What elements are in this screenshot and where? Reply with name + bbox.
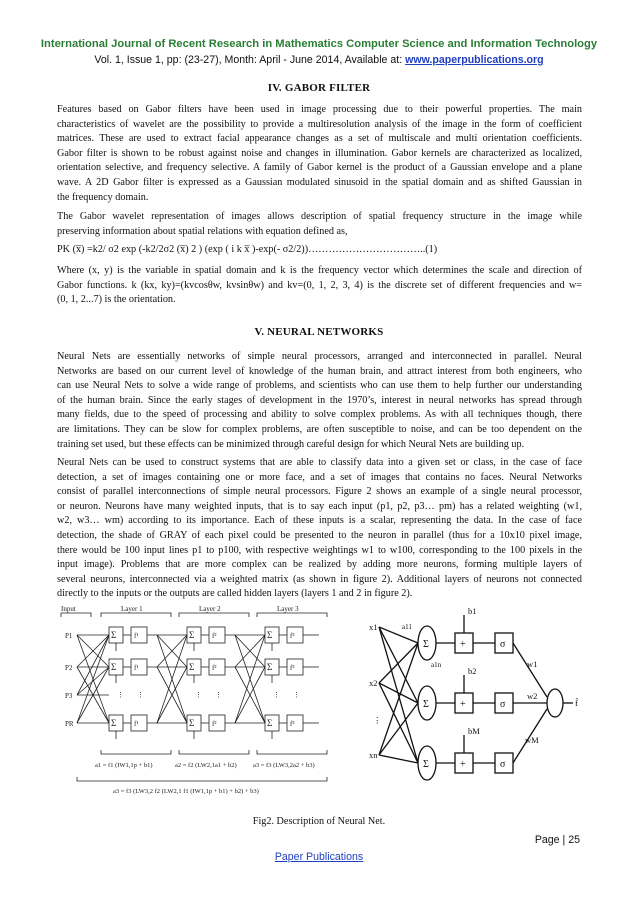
svg-text:⋮: ⋮ — [273, 691, 280, 699]
sum-symbol: Σ — [423, 699, 429, 710]
svg-text:f¹: f¹ — [134, 664, 139, 672]
label-layer-2: Layer 2 — [199, 605, 221, 613]
bias-b2: b2 — [468, 666, 477, 676]
journal-title: International Journal of Recent Research in Mathematics Computer Science and Information Technology — [40, 38, 598, 50]
svg-text:f³: f³ — [290, 632, 295, 640]
plus-symbol: + — [460, 759, 466, 770]
text-line: wave. A 2D Gabor filter is expressed as a Gaussian modulated sinusoid in the spatial domain and as shifted Gaussian in — [57, 176, 582, 188]
svg-text:⋮: ⋮ — [293, 691, 300, 699]
gabor-paragraph-2 — [57, 210, 582, 239]
right-diagram-labels — [369, 606, 579, 770]
plus-symbol: + — [460, 639, 466, 650]
weight-w1: w1 — [527, 659, 538, 669]
text-line: characteristics of wavelet are the possibility to provide a multiresolution analysis of the image in the form of coefficient — [57, 118, 582, 130]
svg-text:⋮: ⋮ — [117, 691, 124, 699]
svg-text:⋮: ⋮ — [215, 691, 222, 699]
svg-text:f²: f² — [212, 664, 217, 672]
gabor-paragraph-3 — [57, 264, 582, 308]
bias-b1: b1 — [468, 606, 477, 616]
equation-full-network: a3 = f3 (LW3,2 f2 (LW2,1 f1 (IW1,1p + b1) + b2) + b3) — [113, 788, 259, 795]
input-x1: x1 — [369, 622, 378, 632]
text-line: orientation selective, and frequency selective. A family of Gabor kernel is the product of a Gaussian envelope and a plane — [57, 162, 582, 174]
svg-text:f¹: f¹ — [134, 720, 139, 728]
text-line: Features based on Gabor filters have been used in image processing due to their powerful properties. The main — [57, 104, 582, 115]
sum-symbol: Σ — [423, 639, 429, 650]
neural-paragraph-2 — [57, 456, 582, 602]
sigma-symbol: σ — [500, 699, 506, 710]
text-line: detection, a set of images containing one or more face, and a set of images that contains no faces. Neural Networks — [57, 471, 582, 483]
text-line: Gabor filter is shown to be robust against noise and changes in illumination. Gabor kernels are characterized as localized, — [57, 147, 582, 159]
section-heading-gabor: IV. GABOR FILTER — [267, 82, 371, 94]
text-line: input image). Problems that are more complex can be realized by adding more neurons, forming multiple layers of — [57, 559, 582, 571]
weight-a11: a11 — [402, 623, 412, 631]
svg-text:f¹: f¹ — [134, 632, 139, 640]
plus-symbol: + — [460, 699, 466, 710]
figure-2-neural-net — [57, 605, 582, 810]
svg-text:Σ: Σ — [267, 630, 273, 640]
text-line: the frequency domain. — [57, 191, 149, 203]
input-x2: x2 — [369, 678, 378, 688]
svg-text:Σ: Σ — [111, 630, 117, 640]
text-line: training set used, but these effects can be minimized through careful design for which Neural Nets are building up. — [57, 438, 525, 450]
input-p3: P3 — [65, 692, 73, 700]
svg-text:Σ: Σ — [189, 662, 195, 672]
svg-text:f²: f² — [212, 632, 217, 640]
svg-text:Σ: Σ — [267, 718, 273, 728]
issue-info: Vol. 1, Issue 1, pp: (23-27), Month: April - June 2014, Available at: — [94, 54, 406, 66]
svg-text:f³: f³ — [290, 720, 295, 728]
text-line: Networks are based on our current level of knowledge of the human brain, and attract interest from both engineers, who — [57, 365, 582, 377]
section-heading-neural: V. NEURAL NETWORKS — [254, 326, 384, 338]
text-line: there would be 100 input lines p1 to p100, with respective weightings w1 to w100, corresponding to the 100 pixels in the — [57, 544, 582, 556]
sigma-symbol: σ — [500, 639, 506, 650]
journal-issue-line — [0, 54, 638, 66]
svg-text:f²: f² — [212, 720, 217, 728]
weight-w2: w2 — [527, 691, 538, 701]
equation-text: PK (x̅) =k2/ σ2 exp (-k2/2σ2 (x̅) 2 ) (exp ( i k x̅ )-exp(- σ2/2))……………………………..(1) — [57, 244, 438, 255]
output-f-hat: f̂ — [575, 698, 578, 708]
equation-layer-1: a1 = f1 (IW1,1p + b1) — [95, 762, 153, 769]
text-line: Where (x, y) is the variable in spatial domain and k is the frequency vector which determines the scale and direction of — [57, 265, 582, 276]
label-layer-1: Layer 1 — [121, 605, 143, 613]
text-line: detection, the shade of GRAY of each pixel could be presented to the neuron in parallel (thus for a 10x10 pixel image, — [57, 529, 582, 541]
svg-text:Σ: Σ — [267, 662, 273, 672]
equation-layer-3: a3 = f3 (LW3,2a2 + b3) — [253, 762, 315, 769]
text-line: or neuron. Neurons have many weighted inputs, that is to say each input (p1, p2, p3… pm) has a related weighting (w1, — [57, 500, 582, 512]
svg-text:⋮: ⋮ — [373, 715, 382, 725]
text-line: matrices. These are used to extract facial appearance changes as a set of multiscale and multi orientation coefficients. — [57, 133, 582, 145]
gabor-paragraph-1 — [57, 103, 582, 205]
text-line: Neural Nets are essentially networks of simple neural processors, arranged and interconnected in parallel. Neural — [57, 351, 582, 362]
svg-text:Σ: Σ — [189, 718, 195, 728]
weight-wm: wM — [525, 735, 539, 745]
text-line: consist of parallel interconnections of simple neural processors. Figure 2 shows an example of a single neural processor, — [57, 486, 582, 498]
right-single-layer-diagram — [379, 615, 573, 780]
svg-text:Σ: Σ — [111, 662, 117, 672]
text-line: w2, w3… wm) according to its importance. Each of these inputs is a scalar, representing the data. In the case of face — [57, 515, 582, 527]
svg-text:Σ: Σ — [189, 630, 195, 640]
sum-symbol: Σ — [423, 759, 429, 770]
layer-3-neurons — [265, 627, 319, 731]
text-line: The Gabor wavelet representation of images allows description of spatial frequency structure in the image while — [57, 211, 582, 222]
sigma-symbol: σ — [500, 759, 506, 770]
input-p1: P1 — [65, 632, 73, 640]
journal-url-link[interactable]: www.paperpublications.org — [405, 54, 544, 66]
publisher-footer — [0, 851, 638, 863]
text-line: Neural Nets can be used to construct systems that are able to classify data into a given set or class, in the case of face — [57, 457, 582, 468]
publisher-link[interactable]: Paper Publications — [274, 851, 364, 863]
gabor-equation — [57, 243, 582, 258]
text-line: can use Neural Nets to solve a wide range of problems, and scientists who can use them to help further our understanding — [57, 380, 582, 392]
layer-1-neurons — [109, 627, 147, 731]
svg-text:Σ: Σ — [111, 718, 117, 728]
label-layer-3: Layer 3 — [277, 605, 299, 613]
page-number: Page | 25 — [534, 834, 580, 846]
label-input: Input — [61, 605, 76, 613]
bias-bm: bM — [468, 726, 480, 736]
svg-text:⋮: ⋮ — [195, 691, 202, 699]
text-line: preserving information about spatial relations with equation defined as, — [57, 225, 348, 237]
input-p2: P2 — [65, 664, 73, 672]
text-line: Gabor functions. k (kx, ky)=(kvcosθw, kvsinθw) and kv=(0, 1, 2, 3, 4) is the discrete set of different frequencies and w= — [57, 279, 582, 291]
input-xn: xn — [369, 750, 378, 760]
text-line: of the human brain. Since the early stages of development in the 1970’s, interest in neural networks has spread through — [57, 394, 582, 406]
neural-paragraph-1 — [57, 350, 582, 452]
input-pr: PR — [65, 720, 74, 728]
text-line: (0, 1, 2...7) is the orientation. — [57, 294, 176, 306]
text-line: several neurons, interconnected via a weighted matrix (as shown in figure 2). Additional layers of neurons not connected — [57, 573, 582, 585]
text-line: are limitations. They can be slow for complex problems, are often susceptible to noise, and can be too dependent on the — [57, 423, 582, 435]
svg-text:⋮: ⋮ — [137, 691, 144, 699]
equation-layer-2: a2 = f2 (LW2,1a1 + b2) — [175, 762, 237, 769]
layer-2-neurons — [187, 627, 225, 731]
svg-text:f³: f³ — [290, 664, 295, 672]
left-diagram-labels — [61, 605, 315, 795]
text-line: directly to the inputs or the outputs are called hidden layers (layers 1 and 2 in figure 2). — [57, 588, 413, 600]
weight-a1n: a1n — [431, 661, 442, 669]
text-line: many fields, due to the speed of processing and ability to solve complex problems. As with all techniques though, there — [57, 409, 582, 421]
figure-caption: Fig2. Description of Neural Net. — [252, 816, 386, 827]
